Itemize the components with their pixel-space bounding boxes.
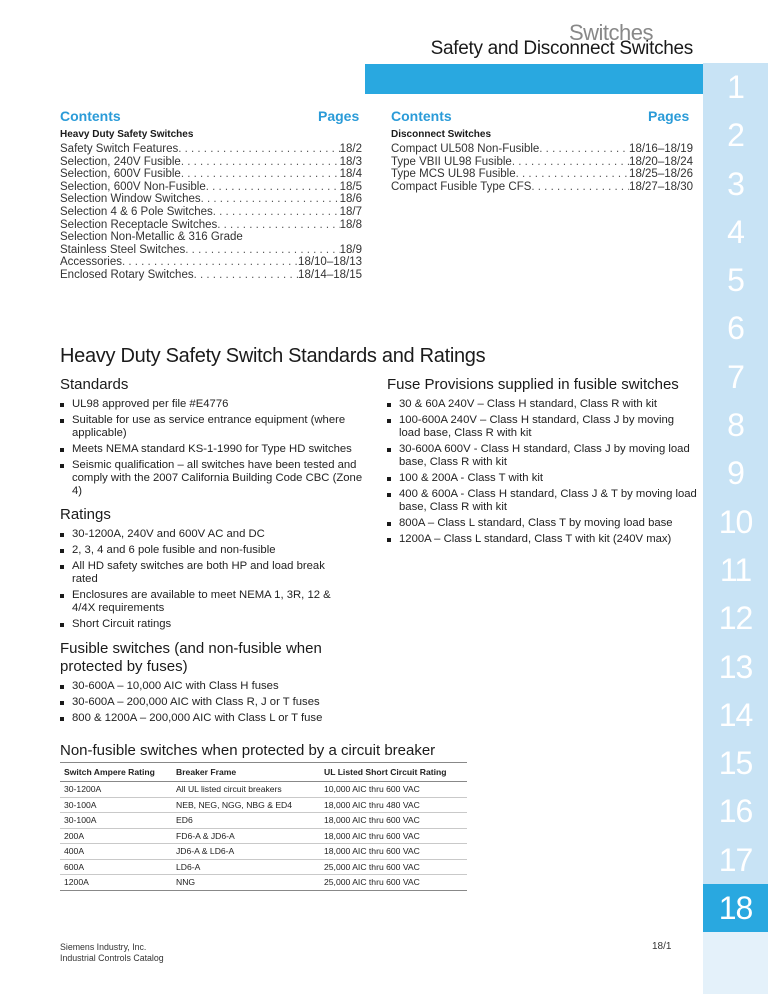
toc-item-label: Selection Receptacle Switches <box>60 218 218 231</box>
toc-left-pages-label: Pages <box>318 108 360 124</box>
table-row <box>60 859 467 875</box>
bullet-item: Enclosures are available to meet NEMA 1, 3R, 12 & 4/4X requirements <box>60 589 350 615</box>
toc-dot-leader <box>217 219 339 232</box>
toc-item-label: Type MCS UL98 Fusible <box>391 168 516 181</box>
chapter-tab[interactable]: 14 <box>703 691 768 739</box>
toc-left-group-title: Heavy Duty Safety Switches <box>60 129 194 140</box>
standards-heading: Standards <box>60 376 129 393</box>
toc-item-page: 18/27–18/30 <box>629 180 693 193</box>
toc-item-label: Stainless Steel Switches <box>60 243 186 256</box>
bullet-item: Seismic qualification – all switches have been tested and comply with the 2007 California Building Code CBC (Zone 4) <box>60 459 370 498</box>
table-cell: 18,000 AIC thru 600 VAC <box>320 828 467 844</box>
toc-dot-leader <box>181 156 340 169</box>
toc-item[interactable] <box>391 168 693 181</box>
table-cell: NEB, NEG, NGG, NBG & ED4 <box>172 797 320 813</box>
toc-item-page: 18/10–18/13 <box>298 256 362 269</box>
toc-item-page: 18/25–18/26 <box>629 168 693 181</box>
table-cell: LD6-A <box>172 859 320 875</box>
table-header-cell: Switch Ampere Rating <box>60 763 172 782</box>
toc-dot-leader <box>206 181 340 194</box>
toc-left-contents-label: Contents <box>60 108 121 124</box>
header-title: Switches <box>568 20 653 45</box>
toc-item-label: Selection Non-Metallic & 316 Grade <box>60 231 243 244</box>
header-subtitle: Safety and Disconnect Switches <box>430 38 693 59</box>
toc-dot-leader <box>201 193 340 206</box>
chapter-tab[interactable]: 1 <box>703 63 768 111</box>
toc-item[interactable] <box>60 143 362 156</box>
toc-item-page: 18/6 <box>339 193 362 206</box>
ratings-heading: Ratings <box>60 506 111 523</box>
toc-item[interactable] <box>60 256 362 269</box>
toc-right-contents-label: Contents <box>391 108 452 124</box>
bullet-item: 100 & 200A - Class T with kit <box>387 472 697 485</box>
chapter-tab[interactable]: 18 <box>703 884 768 932</box>
fuse-provisions-list <box>387 398 697 549</box>
chapter-tabs <box>703 63 768 932</box>
toc-item-label: Type VBII UL98 Fusible <box>391 155 512 168</box>
toc-item[interactable] <box>60 206 362 219</box>
footer-catalog: Industrial Controls Catalog <box>60 953 164 963</box>
bullet-item: 2, 3, 4 and 6 pole fusible and non-fusible <box>60 544 350 557</box>
table-cell: ED6 <box>172 813 320 829</box>
table-row <box>60 875 467 891</box>
toc-dot-leader <box>213 206 340 219</box>
bullet-item: 800 & 1200A – 200,000 AIC with Class L or T fuse <box>60 712 380 725</box>
table-cell: NNG <box>172 875 320 891</box>
toc-right-pages-label: Pages <box>648 108 690 124</box>
fuse-provisions-heading: Fuse Provisions supplied in fusible switches <box>387 376 679 393</box>
toc-item-label: Selection, 600V Non-Fusible <box>60 180 206 193</box>
toc-item-label: Selection Window Switches <box>60 193 201 206</box>
toc-item-page: 18/3 <box>339 155 362 168</box>
table-cell: 18,000 AIC thru 600 VAC <box>320 813 467 829</box>
table-cell: All UL listed circuit breakers <box>172 782 320 798</box>
toc-right <box>391 129 693 193</box>
toc-item-page: 18/16–18/19 <box>629 143 693 155</box>
bullet-item: 1200A – Class L standard, Class T with kit (240V max) <box>387 533 697 546</box>
bullet-item: 100-600A 240V – Class H standard, Class J by moving load base, Class R with kit <box>387 414 697 440</box>
table-title: Non-fusible switches when protected by a circuit breaker <box>60 742 436 759</box>
toc-item-label: Compact Fusible Type CFS <box>391 180 532 193</box>
toc-item[interactable] <box>60 156 362 169</box>
table-cell: 10,000 AIC thru 600 VAC <box>320 782 467 798</box>
table-cell: 25,000 AIC thru 600 VAC <box>320 875 467 891</box>
table-cell: JD6-A & LD6-A <box>172 844 320 860</box>
page-number: 18/1 <box>652 941 672 952</box>
chapter-tab[interactable]: 3 <box>703 160 768 208</box>
table-cell: 30-100A <box>60 813 172 829</box>
table-cell: 600A <box>60 859 172 875</box>
bullet-item: 30 & 60A 240V – Class H standard, Class R with kit <box>387 398 697 411</box>
toc-dot-leader <box>516 168 629 181</box>
toc-dot-leader <box>194 269 298 282</box>
bullet-item: 400 & 600A - Class H standard, Class J & T by moving load base, Class R with kit <box>387 488 697 514</box>
table-header-cell: Breaker Frame <box>172 763 320 782</box>
chapter-tab[interactable]: 7 <box>703 353 768 401</box>
chapter-tab[interactable]: 5 <box>703 256 768 304</box>
fusible-heading: Fusible switches (and non-fusible when protected by fuses) <box>60 640 322 675</box>
toc-item-page: 18/5 <box>339 180 362 193</box>
table-cell: 400A <box>60 844 172 860</box>
toc-item-page: 18/9 <box>339 243 362 256</box>
table-header-cell: UL Listed Short Circuit Rating <box>320 763 467 782</box>
bullet-item: UL98 approved per file #E4776 <box>60 398 370 411</box>
chapter-tab[interactable]: 10 <box>703 498 768 546</box>
table-row <box>60 828 467 844</box>
fusible-list <box>60 680 380 728</box>
bullet-item: Meets NEMA standard KS-1-1990 for Type HD switches <box>60 443 370 456</box>
toc-left <box>60 129 362 282</box>
side-tab-background <box>703 932 768 994</box>
toc-item-page: 18/7 <box>339 205 362 218</box>
toc-dot-leader <box>178 143 339 156</box>
toc-dot-leader <box>185 244 339 257</box>
toc-dot-leader <box>181 168 340 181</box>
chapter-tab[interactable]: 16 <box>703 787 768 835</box>
toc-item-label: Safety Switch Features <box>60 143 179 155</box>
chapter-tab[interactable]: 17 <box>703 836 768 884</box>
toc-item[interactable] <box>60 193 362 206</box>
chapter-tab[interactable]: 9 <box>703 449 768 497</box>
standards-list <box>60 398 370 501</box>
toc-item[interactable] <box>391 143 693 156</box>
table-cell: FD6-A & JD6-A <box>172 828 320 844</box>
table-row <box>60 797 467 813</box>
bullet-item: 30-600A – 200,000 AIC with Class R, J or T fuses <box>60 696 380 709</box>
toc-item-label: Accessories <box>60 256 122 269</box>
bullet-item: 30-600A – 10,000 AIC with Class H fuses <box>60 680 380 693</box>
table-cell: 200A <box>60 828 172 844</box>
chapter-tab[interactable]: 13 <box>703 643 768 691</box>
table-cell: 30-100A <box>60 797 172 813</box>
toc-item-label: Selection 4 & 6 Pole Switches <box>60 205 213 218</box>
toc-right-group-title: Disconnect Switches <box>391 129 492 140</box>
table-header-row <box>60 763 467 782</box>
bullet-item: Short Circuit ratings <box>60 618 350 631</box>
toc-item-page: 18/20–18/24 <box>629 155 693 168</box>
toc-item[interactable] <box>60 181 362 194</box>
table-cell: 1200A <box>60 875 172 891</box>
toc-item[interactable] <box>60 244 362 257</box>
toc-item[interactable] <box>60 231 362 244</box>
bullet-item: Suitable for use as service entrance equipment (where applicable) <box>60 414 370 440</box>
table-row <box>60 844 467 860</box>
toc-dot-leader <box>539 143 629 156</box>
chapter-tab[interactable]: 11 <box>703 546 768 594</box>
chapter-tab[interactable]: 6 <box>703 304 768 352</box>
ratings-list <box>60 528 350 634</box>
bullet-item: 800A – Class L standard, Class T by moving load base <box>387 517 697 530</box>
chapter-tab[interactable]: 4 <box>703 208 768 256</box>
toc-dot-leader <box>531 181 629 194</box>
table-row <box>60 782 467 798</box>
toc-item-label: Selection, 240V Fusible <box>60 155 181 168</box>
toc-item[interactable] <box>60 269 362 282</box>
toc-dot-leader <box>512 156 629 169</box>
chapter-tab[interactable]: 2 <box>703 111 768 159</box>
chapter-tab[interactable]: 15 <box>703 739 768 787</box>
toc-dot-leader <box>122 256 298 269</box>
toc-item-page: 18/4 <box>339 168 362 181</box>
toc-item-page: 18/8 <box>339 218 362 231</box>
header-accent-bar <box>365 64 703 94</box>
toc-item-page: 18/2 <box>339 143 362 155</box>
toc-item[interactable] <box>60 219 362 232</box>
chapter-tab[interactable]: 8 <box>703 401 768 449</box>
table-cell: 30-1200A <box>60 782 172 798</box>
breaker-ratings-table <box>60 762 467 891</box>
toc-item-label: Compact UL508 Non-Fusible <box>391 143 540 155</box>
section-title: Heavy Duty Safety Switch Standards and Ratings <box>60 345 486 367</box>
toc-item[interactable] <box>391 181 693 194</box>
table-row <box>60 813 467 829</box>
bullet-item: All HD safety switches are both HP and load break rated <box>60 560 350 586</box>
footer <box>60 942 164 964</box>
toc-item-label: Selection, 600V Fusible <box>60 168 181 181</box>
toc-item-label: Enclosed Rotary Switches <box>60 268 194 281</box>
bullet-item: 30-600A 600V - Class H standard, Class J by moving load base, Class R with kit <box>387 443 697 469</box>
footer-company: Siemens Industry, Inc. <box>60 942 147 952</box>
toc-item[interactable] <box>391 156 693 169</box>
toc-item[interactable] <box>60 168 362 181</box>
table-cell: 25,000 AIC thru 600 VAC <box>320 859 467 875</box>
toc-item-page: 18/14–18/15 <box>298 268 362 281</box>
chapter-tab[interactable]: 12 <box>703 594 768 642</box>
bullet-item: 30-1200A, 240V and 600V AC and DC <box>60 528 350 541</box>
table-cell: 18,000 AIC thru 600 VAC <box>320 844 467 860</box>
table-cell: 18,000 AIC thru 480 VAC <box>320 797 467 813</box>
